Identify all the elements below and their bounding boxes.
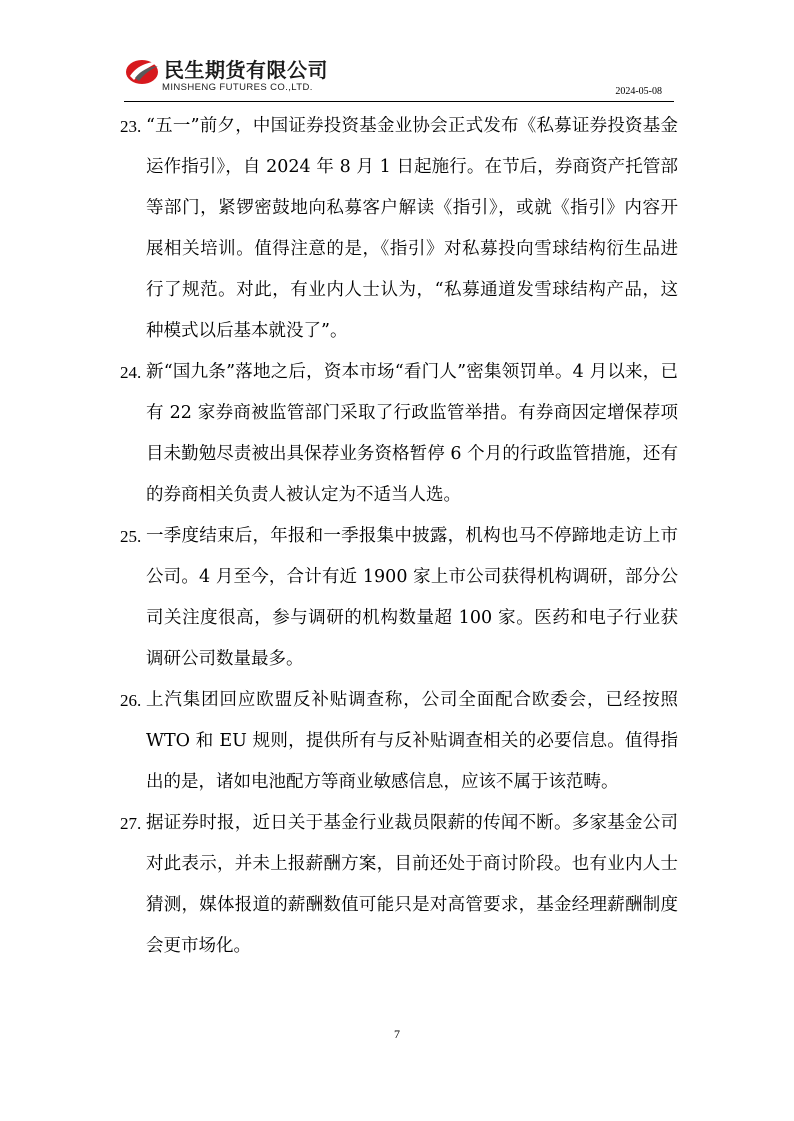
company-logo-icon xyxy=(124,56,162,86)
list-item xyxy=(120,106,680,352)
item-text: 据证券时报，近日关于基金行业裁员限薪的传闻不断。多家基金公司对此表示，并未上报薪酬方案，目前还处于商讨阶段。也有业内人士猜测，媒体报道的薪酬数值可能只是对高管要求，基金经理薪酬制度会更市场化。 xyxy=(146,813,678,956)
company-name-cn: 民生期货有限公司 xyxy=(164,58,328,82)
page-header xyxy=(124,52,674,102)
list-item xyxy=(120,680,680,803)
item-number: 26. xyxy=(120,691,142,710)
list-item xyxy=(120,516,680,680)
item-text: “五一”前夕，中国证券投资基金业协会正式发布《私募证券投资基金运作指引》，自 2024 年 8 月 1 日起施行。在节后，券商资产托管部等部门，紧锣密鼓地向私募客户解读《指引》，或就《指引》内容开展相关培训。值得注意的是，《指引》对私募投向雪球结构衍生品进行了规范。对此，有业内人士认为，“私募通道发雪球结构产品，这种模式以后基本就没了”。 xyxy=(146,116,678,341)
company-name-en: MINSHENG FUTURES CO.,LTD. xyxy=(162,82,313,93)
item-number: 24. xyxy=(120,363,142,382)
item-text: 上汽集团回应欧盟反补贴调查称，公司全面配合欧委会，已经按照 WTO 和 EU 规则，提供所有与反补贴调查相关的必要信息。值得指出的是，诸如电池配方等商业敏感信息，应该不属于该范畴。 xyxy=(146,690,678,792)
list-item xyxy=(120,803,680,967)
news-list xyxy=(120,106,680,967)
page-number: 7 xyxy=(394,1027,400,1041)
header-divider xyxy=(124,101,674,102)
item-text: 新“国九条”落地之后，资本市场“看门人”密集领罚单。4 月以来，已有 22 家券商被监管部门采取了行政监管举措。有券商因定增保荐项目未勤勉尽责被出具保荐业务资格暂停 6 个月的行政监管措施，还有的券商相关负责人被认定为不适当人选。 xyxy=(146,362,678,505)
report-date: 2024-05-08 xyxy=(615,86,662,97)
item-number: 27. xyxy=(120,814,142,833)
item-number: 23. xyxy=(120,117,142,136)
list-item xyxy=(120,352,680,516)
item-number: 25. xyxy=(120,527,142,546)
item-text: 一季度结束后，年报和一季报集中披露，机构也马不停蹄地走访上市公司。4 月至今，合计有近 1900 家上市公司获得机构调研，部分公司关注度很高，参与调研的机构数量超 100 家。医药和电子行业获调研公司数量最多。 xyxy=(146,526,678,669)
